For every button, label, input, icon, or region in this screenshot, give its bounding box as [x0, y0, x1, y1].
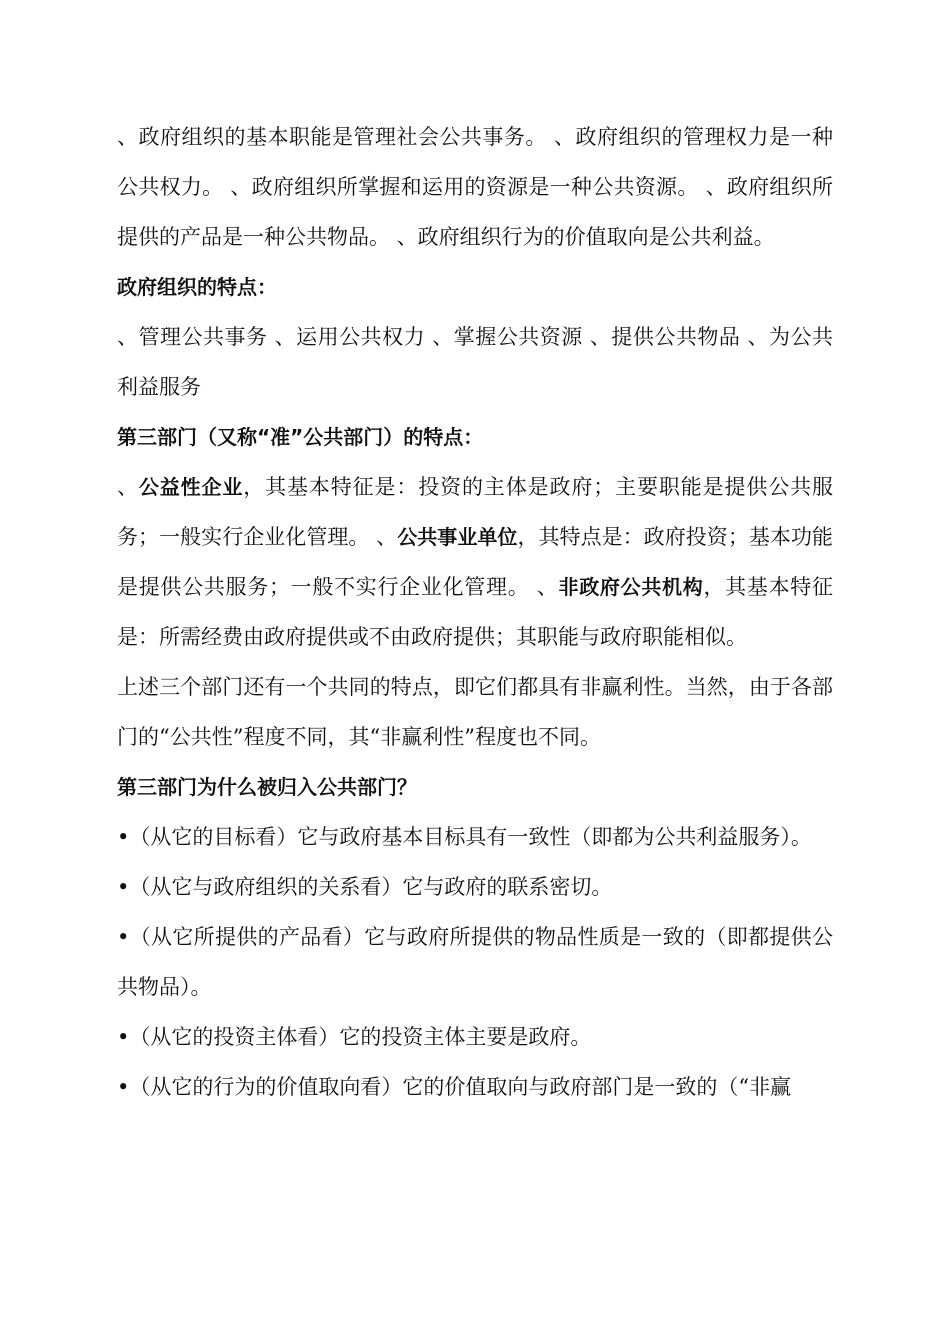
- third-sector-paragraph: [117, 462, 833, 662]
- third-sector-seg1-prefix: 、: [117, 475, 139, 499]
- term-public-welfare-enterprise: 公益性企业: [138, 475, 244, 499]
- document-page: [117, 112, 833, 1112]
- features-heading: 政府组织的特点：: [117, 275, 277, 299]
- why-bullet-item: •（从它所提供的产品看）它与政府所提供的物品性质是一致的（即都提供公共物品）。: [117, 925, 833, 999]
- intro-paragraph: 、政府组织的基本职能是管理社会公共事务。 、政府组织的管理权力是一种公共权力。 、政府组织所掌握和运用的资源是一种公共资源。 、政府组织所提供的产品是一种公共物品。 、政府组织行为的价值取向是公共利益。: [117, 125, 833, 249]
- third-sector-heading: 第三部门（又称“准”公共部门）的特点：: [117, 425, 484, 449]
- why-heading: 第三部门为什么被归入公共部门？: [117, 775, 417, 799]
- why-bullet-item: •（从它的行为的价值取向看）它的价值取向与政府部门是一致的（“非赢: [117, 1075, 792, 1099]
- common-feature-paragraph: 上述三个部门还有一个共同的特点，即它们都具有非赢利性。当然，由于各部门的“公共性”程度不同，其“非赢利性”程度也不同。: [117, 675, 833, 749]
- why-bullet-item: •（从它与政府组织的关系看）它与政府的联系密切。: [117, 875, 613, 899]
- term-public-institution: 公共事业单位: [397, 525, 518, 549]
- features-paragraph: 、管理公共事务 、运用公共权力 、掌握公共资源 、提供公共物品 、为公共利益服务: [117, 325, 833, 399]
- third-sector-seg1-text: ，其基本特征是：投资的主体是政府；主要职能是提供公共服务；一般实行企业化管理。 、: [117, 475, 833, 549]
- why-bullet-item: •（从它的目标看）它与政府基本目标具有一致性（即都为公共利益服务）。: [117, 825, 812, 849]
- term-non-government-public-organization: 非政府公共机构: [558, 575, 704, 599]
- third-sector-seg2-text: ，其特点是：政府投资；基本功能是提供公共服务；一般不实行企业化管理。 、: [117, 525, 833, 599]
- why-bullet-item: •（从它的投资主体看）它的投资主体主要是政府。: [117, 1025, 592, 1049]
- third-sector-seg3-text: ，其基本特征是：所需经费由政府提供或不由政府提供；其职能与政府职能相似。: [117, 575, 834, 649]
